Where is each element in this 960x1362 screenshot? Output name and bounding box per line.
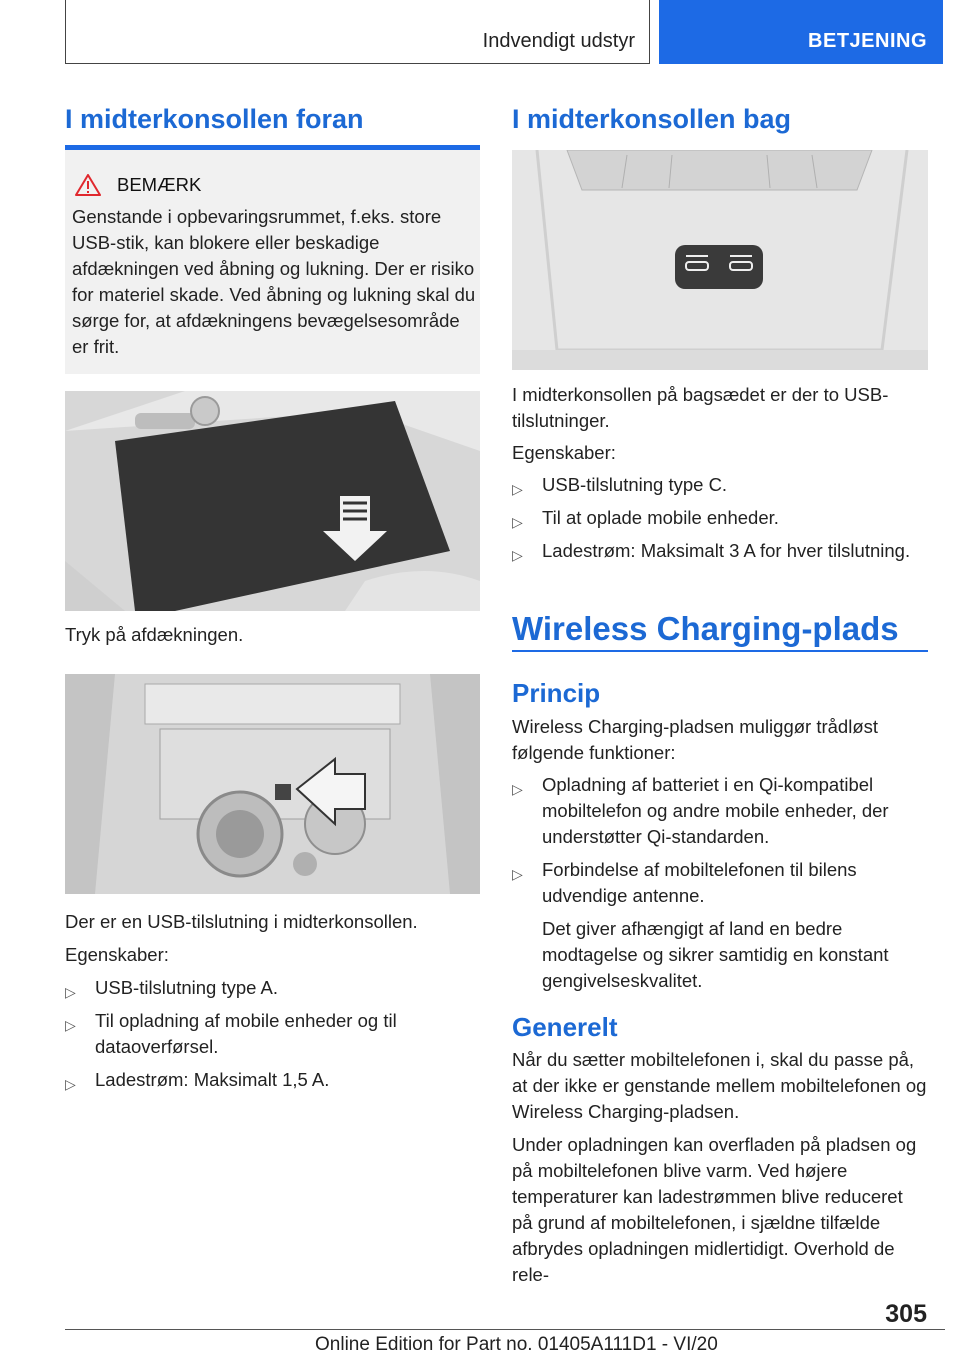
list-item: ▷ Til at oplade mobile enheder. [512, 505, 928, 531]
bullet-triangle-icon: ▷ [512, 514, 523, 530]
bullet-triangle-icon: ▷ [65, 1017, 76, 1033]
usb-front-description: Der er en USB-tilslutning i midterkonsollen. [65, 911, 418, 932]
list-item: ▷ Opladning af batteriet i en Qi-kompatibel mobiltelefon og andre mobile enheder, der understøtter Qi-standarden. [512, 774, 889, 847]
list-item: ▷ USB-tilslutning type A. [65, 975, 480, 1001]
section-title-wireless-charging: Wireless Charging-plads [512, 610, 899, 647]
footer-rule [65, 1329, 945, 1330]
console-cover-illustration [65, 391, 480, 611]
running-header-section [65, 0, 650, 64]
header-chapter-title: BETJENING [808, 30, 927, 52]
list-item: ▷ USB-tilslutning type C. [512, 472, 928, 498]
warning-icon [75, 174, 101, 196]
caption-press-cover: Tryk på afdækningen. [65, 624, 244, 645]
heading-rear-console: I midterkonsollen bag [512, 104, 792, 134]
rear-usb-illustration [512, 150, 928, 370]
photo-console-cover [65, 391, 480, 611]
usb-compartment-illustration [65, 674, 480, 894]
general-paragraph-1: Når du sætter mobiltelefonen i, skal du passe på, at der ikke er genstande mellem mobiltelefonen og Wireless Charging-pladsen. [512, 1049, 927, 1122]
section-rule [512, 650, 928, 652]
principle-intro: Wireless Charging-pladsen muliggør trådløst følgende funktioner: [512, 716, 879, 763]
heading-general: Generelt [512, 1012, 618, 1042]
bullet-triangle-icon: ▷ [512, 547, 523, 563]
header-section-title: Indvendigt udstyr [482, 30, 635, 52]
list-item: ▷ Ladestrøm: Maksimalt 1,5 A. [65, 1067, 480, 1093]
bullet-triangle-icon: ▷ [512, 781, 523, 797]
photo-rear-usb [512, 150, 928, 370]
properties-label-front: Egenskaber: [65, 944, 169, 965]
notice-box [65, 150, 480, 374]
usb-rear-description: I midterkonsollen på bagsædet er der to USB-tilslutninger. [512, 384, 889, 431]
list-item: ▷ Til opladning af mobile enheder og til dataoverførsel. [65, 1010, 397, 1057]
heading-front-console: I midterkonsollen foran [65, 104, 364, 134]
running-header-chapter [659, 0, 943, 64]
rear-properties-list [512, 472, 928, 571]
list-item: ▷ Ladestrøm: Maksimalt 3 A for hver tilslutning. [512, 538, 928, 564]
notice-title: BEMÆRK [117, 174, 202, 195]
edition-footer: Online Edition for Part no. 01405A111D1 - VI/20 [315, 1334, 718, 1355]
photo-usb-compartment [65, 674, 480, 894]
front-properties-list [65, 975, 480, 1100]
principle-list [512, 772, 928, 1001]
general-paragraph-2: Under opladningen kan overfladen på pladsen og på mobiltelefonen blive varm. Ved højere temperaturer kan ladestrømmen blive reduceret på grund af mobiltelefonen, i sjældne tilfælde afbrydes opladningen midlertidigt. Overhold de rele- [512, 1134, 917, 1285]
bullet-triangle-icon: ▷ [512, 481, 523, 497]
list-item: ▷ Forbindelse af mobiltelefonen til bilens udvendige antenne. Det giver afhængigt af land en bedre modtagelse og sikrer samtidig en konstant gengivelseskvalitet. [512, 857, 928, 994]
bullet-triangle-icon: ▷ [65, 1076, 76, 1092]
notice-header [75, 174, 201, 196]
principle-note: Det giver afhængigt af land en bedre modtagelse og sikrer samtidig en konstant gengivelseskvalitet. [542, 918, 889, 991]
bullet-triangle-icon: ▷ [65, 984, 76, 1000]
properties-label-rear: Egenskaber: [512, 442, 616, 463]
heading-principle: Princip [512, 678, 601, 708]
bullet-triangle-icon: ▷ [512, 866, 523, 882]
notice-text: Genstande i opbevaringsrummet, f.eks. store USB-stik, kan blokere eller beskadige afdækningen ved åbning og lukning. Der er risiko for materiel skade. Ved åbning og lukning skal du sørge for, at afdækningens bevægelsesområde er frit. [72, 206, 476, 357]
page-number: 305 [885, 1300, 927, 1328]
